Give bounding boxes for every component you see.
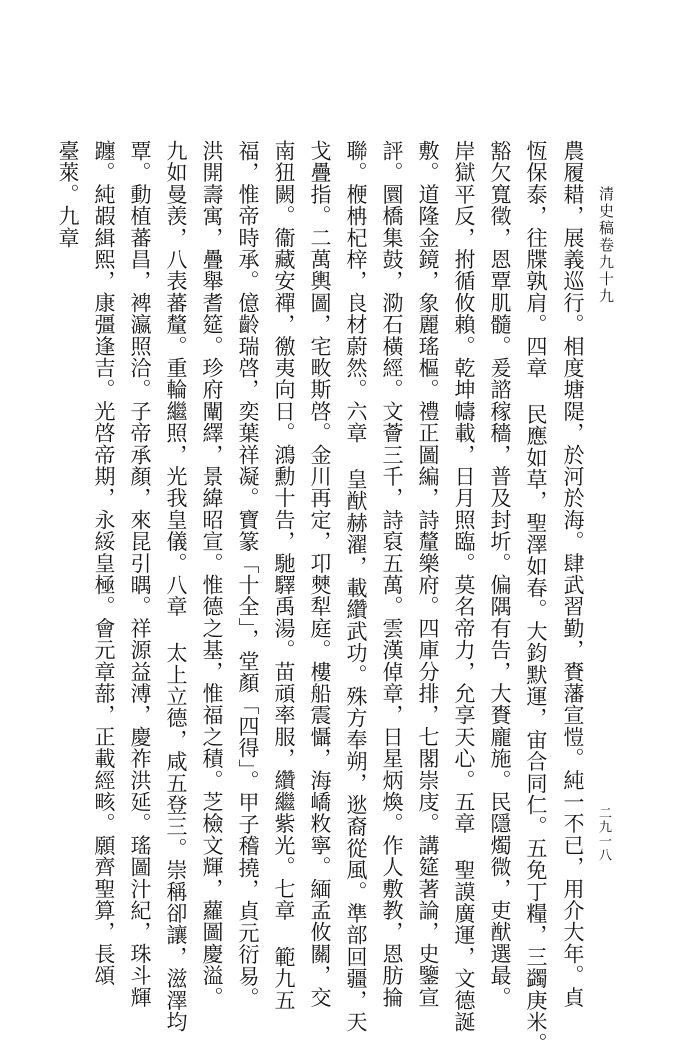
running-title: 清史稿卷九十九 xyxy=(597,186,615,305)
text-column-10: 福，惟帝時承。億齡瑞啓，奕葉祥凝。寶篆「十全」，堂顏「四得」。甲子稽撓，貞元衍易。 xyxy=(236,140,260,1009)
text-column-1: 農履耤，展義巡行。相度塘隄，於河於海。肆武習勤，賚藩宣愷。純一不已，用介大年。貞 xyxy=(561,140,585,1008)
text-column-12: 九如曼羡，八表蕃釐。重輪繼照，光我皇儀。八章 太上立德，咸五登三。崇稱卻讓，滋澤均 xyxy=(164,140,188,1033)
text-column-4: 岸獄平反，拊循攸賴。乾坤幬載，日月照臨。莫名帝力，允享天心。五章 聖謨廣運，文德誕 xyxy=(452,140,476,1033)
text-column-6: 評。圜橋集鼓，泐石橫經。文薈三千，詩裒五萬。雲漢倬章，日星炳煥。作人敷教，恩肪掄 xyxy=(380,140,404,1008)
text-column-15: 臺萊。九章 xyxy=(56,140,80,249)
text-column-13: 覃。動植蕃昌，裨瀛照洽。子帝承顏，來昆引㬂。祥源益溥，慶祚洪延。瑤圖汁紀，珠斗輝 xyxy=(128,140,152,1008)
text-column-3: 豁欠寬徵，恩覃肌髓。爰諮稼穡，普及封圻。偏隅有告，大賚龐施。民隱燭微，吏猷選最。 xyxy=(488,140,512,1008)
text-column-2: 恆保泰，往牒孰肩。四章 民應如草，聖澤如春。大鈞默運，宙合同仁。五免丁糧，三蠲庚米。 xyxy=(524,140,548,1054)
text-column-5: 敷。道隆金鏡，象麗瑤樞。禮正圖編，詩釐樂府。四庫分排，七閣崇庋。講筵著論，史鑒宣 xyxy=(416,140,440,1008)
text-column-11: 洪開壽寓，疊舉耆筵。珍府闡繹，景緯昭宣。惟德之基，惟福之積。芝檢文輝，蘿圖慶溢。 xyxy=(200,140,224,1008)
text-column-14: 躔。純嘏緝熙，康彊逢吉。光啓帝期，永綏皇極。會元章蔀，正載經畡。願齊聖算，長頌 xyxy=(92,140,116,987)
page-number: 二九一八 xyxy=(596,806,611,862)
text-column-7: 聯。楩柟杞梓，良材蔚然。六章 皇猷赫濯，載纘武功。殊方奉朔，逖裔從風。準部回疆，天 xyxy=(344,140,368,1033)
text-column-8: 戈疊指。二萬輿圖，宅畋斯啓。金川再定，卭僰犁庭。樓船震懾，海嶠敉寧。緬孟攸關，交 xyxy=(308,140,332,1008)
text-column-9: 南狃闕。衞藏安禪，徼夷向日。鴻勳十告，馳驛禹湯。苗頑率服，纘繼紫光。七章 範九五 xyxy=(272,140,296,1011)
